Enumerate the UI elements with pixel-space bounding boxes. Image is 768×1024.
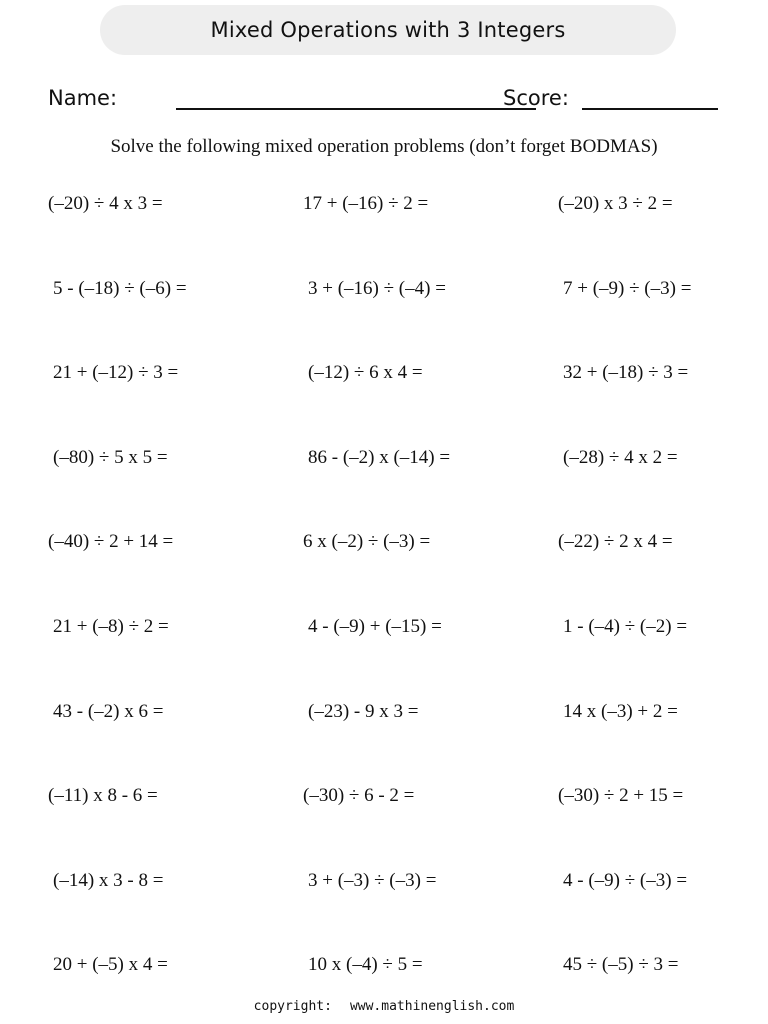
problem-item: (–80) ÷ 5 x 5 =	[53, 447, 168, 468]
name-label: Name:	[48, 86, 118, 110]
problem-item: (–23) - 9 x 3 =	[308, 701, 419, 722]
copyright-label: copyright:	[253, 999, 332, 1014]
problem-item: (–28) ÷ 4 x 2 =	[563, 447, 678, 468]
worksheet-title: Mixed Operations with 3 Integers	[210, 18, 566, 42]
problem-item: 4 - (–9) ÷ (–3) =	[563, 870, 688, 891]
problem-item: 3 + (–3) ÷ (–3) =	[308, 870, 437, 891]
problem-item: 43 - (–2) x 6 =	[53, 701, 164, 722]
problem-item: 3 + (–16) ÷ (–4) =	[308, 278, 446, 299]
problem-item: (–20) x 3 ÷ 2 =	[558, 193, 673, 214]
problem-item: 45 ÷ (–5) ÷ 3 =	[563, 954, 679, 975]
problem-item: (–14) x 3 - 8 =	[53, 870, 164, 891]
problem-item: 5 - (–18) ÷ (–6) =	[53, 278, 187, 299]
problem-item: 1 - (–4) ÷ (–2) =	[563, 616, 688, 637]
copyright-footer	[0, 999, 768, 1014]
problem-item: 6 x (–2) ÷ (–3) =	[303, 531, 431, 552]
problem-item: (–40) ÷ 2 + 14 =	[48, 531, 174, 552]
problem-item: 86 - (–2) x (–14) =	[308, 447, 451, 468]
problem-item: 17 + (–16) ÷ 2 =	[303, 193, 429, 214]
score-label: Score:	[503, 86, 569, 110]
copyright-site: www.mathinenglish.com	[349, 999, 515, 1014]
problem-item: 7 + (–9) ÷ (–3) =	[563, 278, 692, 299]
problem-item: (–11) x 8 - 6 =	[48, 785, 158, 806]
problem-item: 21 + (–12) ÷ 3 =	[53, 362, 179, 383]
problem-item: 4 - (–9) + (–15) =	[308, 616, 442, 637]
problem-item: (–30) ÷ 6 - 2 =	[303, 785, 415, 806]
problem-item: (–20) ÷ 4 x 3 =	[48, 193, 163, 214]
instructions-text: Solve the following mixed operation problems (don’t forget BODMAS)	[110, 136, 658, 157]
problem-item: (–30) ÷ 2 + 15 =	[558, 785, 684, 806]
problem-item: 32 + (–18) ÷ 3 =	[563, 362, 689, 383]
problem-item: (–22) ÷ 2 x 4 =	[558, 531, 673, 552]
problem-item: (–12) ÷ 6 x 4 =	[308, 362, 423, 383]
problem-item: 10 x (–4) ÷ 5 =	[308, 954, 423, 975]
problem-item: 21 + (–8) ÷ 2 =	[53, 616, 169, 637]
problem-item: 14 x (–3) + 2 =	[563, 701, 678, 722]
problem-item: 20 + (–5) x 4 =	[53, 954, 168, 975]
